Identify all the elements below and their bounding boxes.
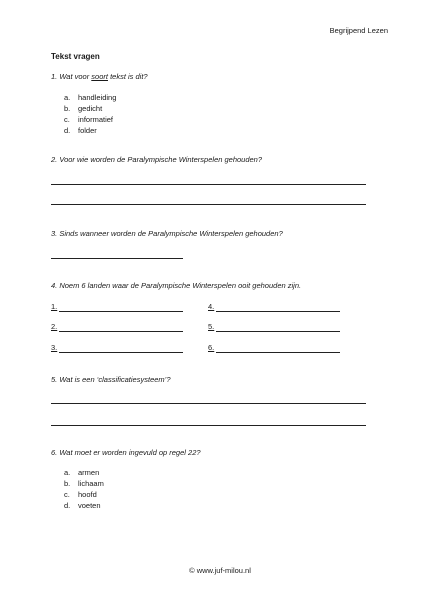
- country-number-2: 2.: [51, 322, 58, 331]
- answer-line[interactable]: [59, 311, 183, 312]
- country-number-3: 3.: [51, 343, 58, 352]
- question-3: 3. Sinds wanneer worden de Paralympische Winterspelen gehouden?: [51, 229, 283, 238]
- option-b: b. gedicht: [64, 104, 103, 113]
- answer-line[interactable]: [51, 204, 366, 205]
- question-6: 6. Wat moet er worden ingevuld op regel 22?: [51, 448, 201, 457]
- answer-line[interactable]: [51, 403, 366, 404]
- answer-line[interactable]: [216, 331, 340, 332]
- question-1-options: [64, 92, 116, 136]
- question-1-text-end: tekst is dit?: [107, 72, 148, 81]
- question-2: 2. Voor wie worden de Paralympische Winterspelen gehouden?: [51, 155, 263, 164]
- question-1-underlined-word: soort: [91, 72, 108, 81]
- answer-line[interactable]: [51, 184, 366, 185]
- question-1-text-start: 1. Wat voor: [51, 72, 92, 81]
- country-number-5: 5.: [208, 322, 215, 331]
- option-a: a. handleiding: [64, 93, 117, 102]
- option-d: d. voeten: [64, 501, 101, 510]
- answer-line[interactable]: [59, 331, 183, 332]
- question-6-options: [64, 467, 104, 511]
- country-number-6: 6.: [208, 343, 215, 352]
- option-c: c. informatief: [64, 115, 114, 124]
- answer-line[interactable]: [216, 311, 340, 312]
- answer-line[interactable]: [216, 352, 340, 353]
- answer-line[interactable]: [51, 258, 183, 259]
- page-header: Begrijpend Lezen: [329, 26, 388, 35]
- question-4: 4. Noem 6 landen waar de Paralympische Winterspelen ooit gehouden zijn.: [51, 281, 302, 290]
- page-footer: © www.juf-milou.nl: [189, 566, 251, 575]
- question-1: [51, 72, 148, 81]
- option-a: a. armen: [64, 468, 100, 477]
- option-d: d. folder: [64, 126, 97, 135]
- country-number-4: 4.: [208, 302, 215, 311]
- page-title: Tekst vragen: [51, 52, 100, 61]
- option-b: b. lichaam: [64, 479, 104, 488]
- answer-line[interactable]: [51, 425, 366, 426]
- option-c: c. hoofd: [64, 490, 97, 499]
- country-number-1: 1.: [51, 302, 58, 311]
- answer-line[interactable]: [59, 352, 183, 353]
- question-5: 5. Wat is een ‘classificatiesysteem’?: [51, 375, 171, 384]
